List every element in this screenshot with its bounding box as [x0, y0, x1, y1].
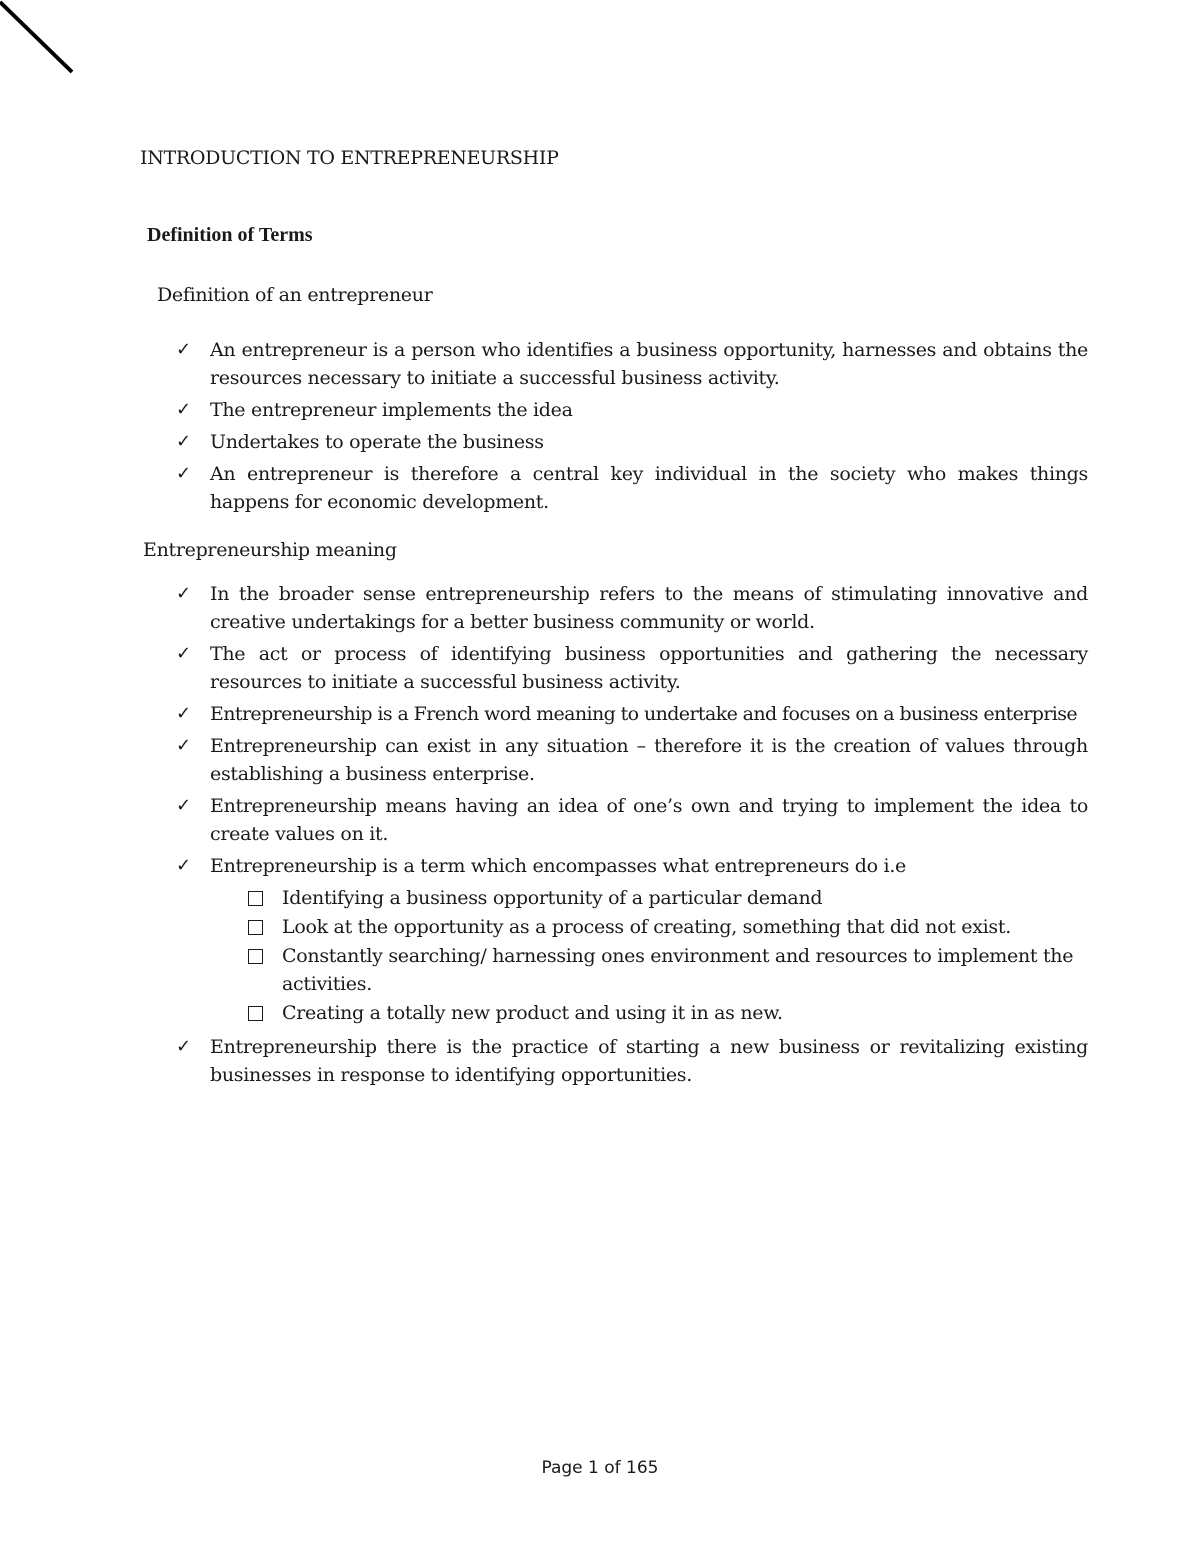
- list-item: [176, 1033, 1088, 1089]
- sublist-item-text: Creating a totally new product and using it in as new.: [282, 1002, 783, 1024]
- activities-sublist: [210, 884, 1088, 1027]
- list-item: [176, 732, 1088, 788]
- sublist-item-text: Constantly searching/ harnessing ones environment and resources to implement the activities.: [282, 945, 1074, 995]
- list-item-text: Entrepreneurship is a French word meaning to undertake and focuses on a business enterprise: [210, 703, 1078, 725]
- list-item-text: Entrepreneurship can exist in any situation – therefore it is the creation of values through establishing a business enterprise.: [210, 735, 1088, 785]
- list-item-text: Undertakes to operate the business: [210, 431, 544, 453]
- sublist-item: [248, 942, 1088, 998]
- checkbox-icon: [248, 949, 263, 964]
- page-number: Page 1 of 165: [541, 1458, 659, 1478]
- check-icon: ✓: [176, 703, 191, 724]
- check-icon: ✓: [176, 463, 191, 484]
- checkbox-icon: [248, 920, 263, 935]
- section-heading: Definition of Terms: [147, 224, 313, 246]
- sublist-item: [248, 913, 1088, 941]
- list-item: [176, 336, 1088, 392]
- sublist-item-text: Identifying a business opportunity of a particular demand: [282, 887, 823, 909]
- check-icon: ✓: [176, 339, 191, 360]
- list-item-text: Entrepreneurship there is the practice of starting a new business or revitalizing existing businesses in response to identifying opportunities.: [210, 1036, 1088, 1086]
- corner-mark-line: [0, 0, 80, 80]
- checkbox-icon: [248, 891, 263, 906]
- check-icon: ✓: [176, 431, 191, 452]
- sublist-item: [248, 999, 1088, 1027]
- entrepreneurship-meaning-list: [176, 580, 1088, 1093]
- list-item-text: Entrepreneurship means having an idea of one’s own and trying to implement the idea to create values on it.: [210, 795, 1088, 845]
- list-item-text: In the broader sense entrepreneurship refers to the means of stimulating innovative and creative undertakings for a better business community or world.: [210, 583, 1088, 633]
- check-icon: ✓: [176, 855, 191, 876]
- list-item: [176, 640, 1088, 696]
- checkbox-icon: [248, 1006, 263, 1021]
- list-item-text: An entrepreneur is therefore a central key individual in the society who makes things happens for economic development.: [210, 463, 1088, 513]
- sublist-item-text: Look at the opportunity as a process of creating, something that did not exist.: [282, 916, 1011, 938]
- document-title: INTRODUCTION TO ENTREPRENEURSHIP: [140, 147, 559, 169]
- check-icon: ✓: [176, 795, 191, 816]
- list-item: [176, 428, 1088, 456]
- sublist-item: [248, 884, 1088, 912]
- entrepreneur-definition-list: [176, 336, 1088, 520]
- check-icon: ✓: [176, 583, 191, 604]
- list-item-text: Entrepreneurship is a term which encompasses what entrepreneurs do i.e: [210, 855, 907, 877]
- subheading-entrepreneur-definition: Definition of an entrepreneur: [157, 284, 433, 306]
- check-icon: ✓: [176, 735, 191, 756]
- list-item-text: The entrepreneur implements the idea: [210, 399, 573, 421]
- subheading-entrepreneurship-meaning: Entrepreneurship meaning: [143, 539, 397, 561]
- list-item: [176, 700, 1088, 728]
- check-icon: ✓: [176, 1036, 191, 1057]
- check-icon: ✓: [176, 399, 191, 420]
- list-item: [176, 396, 1088, 424]
- list-item: [176, 852, 1088, 1027]
- check-icon: ✓: [176, 643, 191, 664]
- list-item-text: An entrepreneur is a person who identifies a business opportunity, harnesses and obtains the resources necessary to initiate a successful business activity.: [210, 339, 1088, 389]
- list-item: [176, 792, 1088, 848]
- list-item-text: The act or process of identifying business opportunities and gathering the necessary resources to initiate a successful business activity.: [210, 643, 1088, 693]
- list-item: [176, 580, 1088, 636]
- list-item: [176, 460, 1088, 516]
